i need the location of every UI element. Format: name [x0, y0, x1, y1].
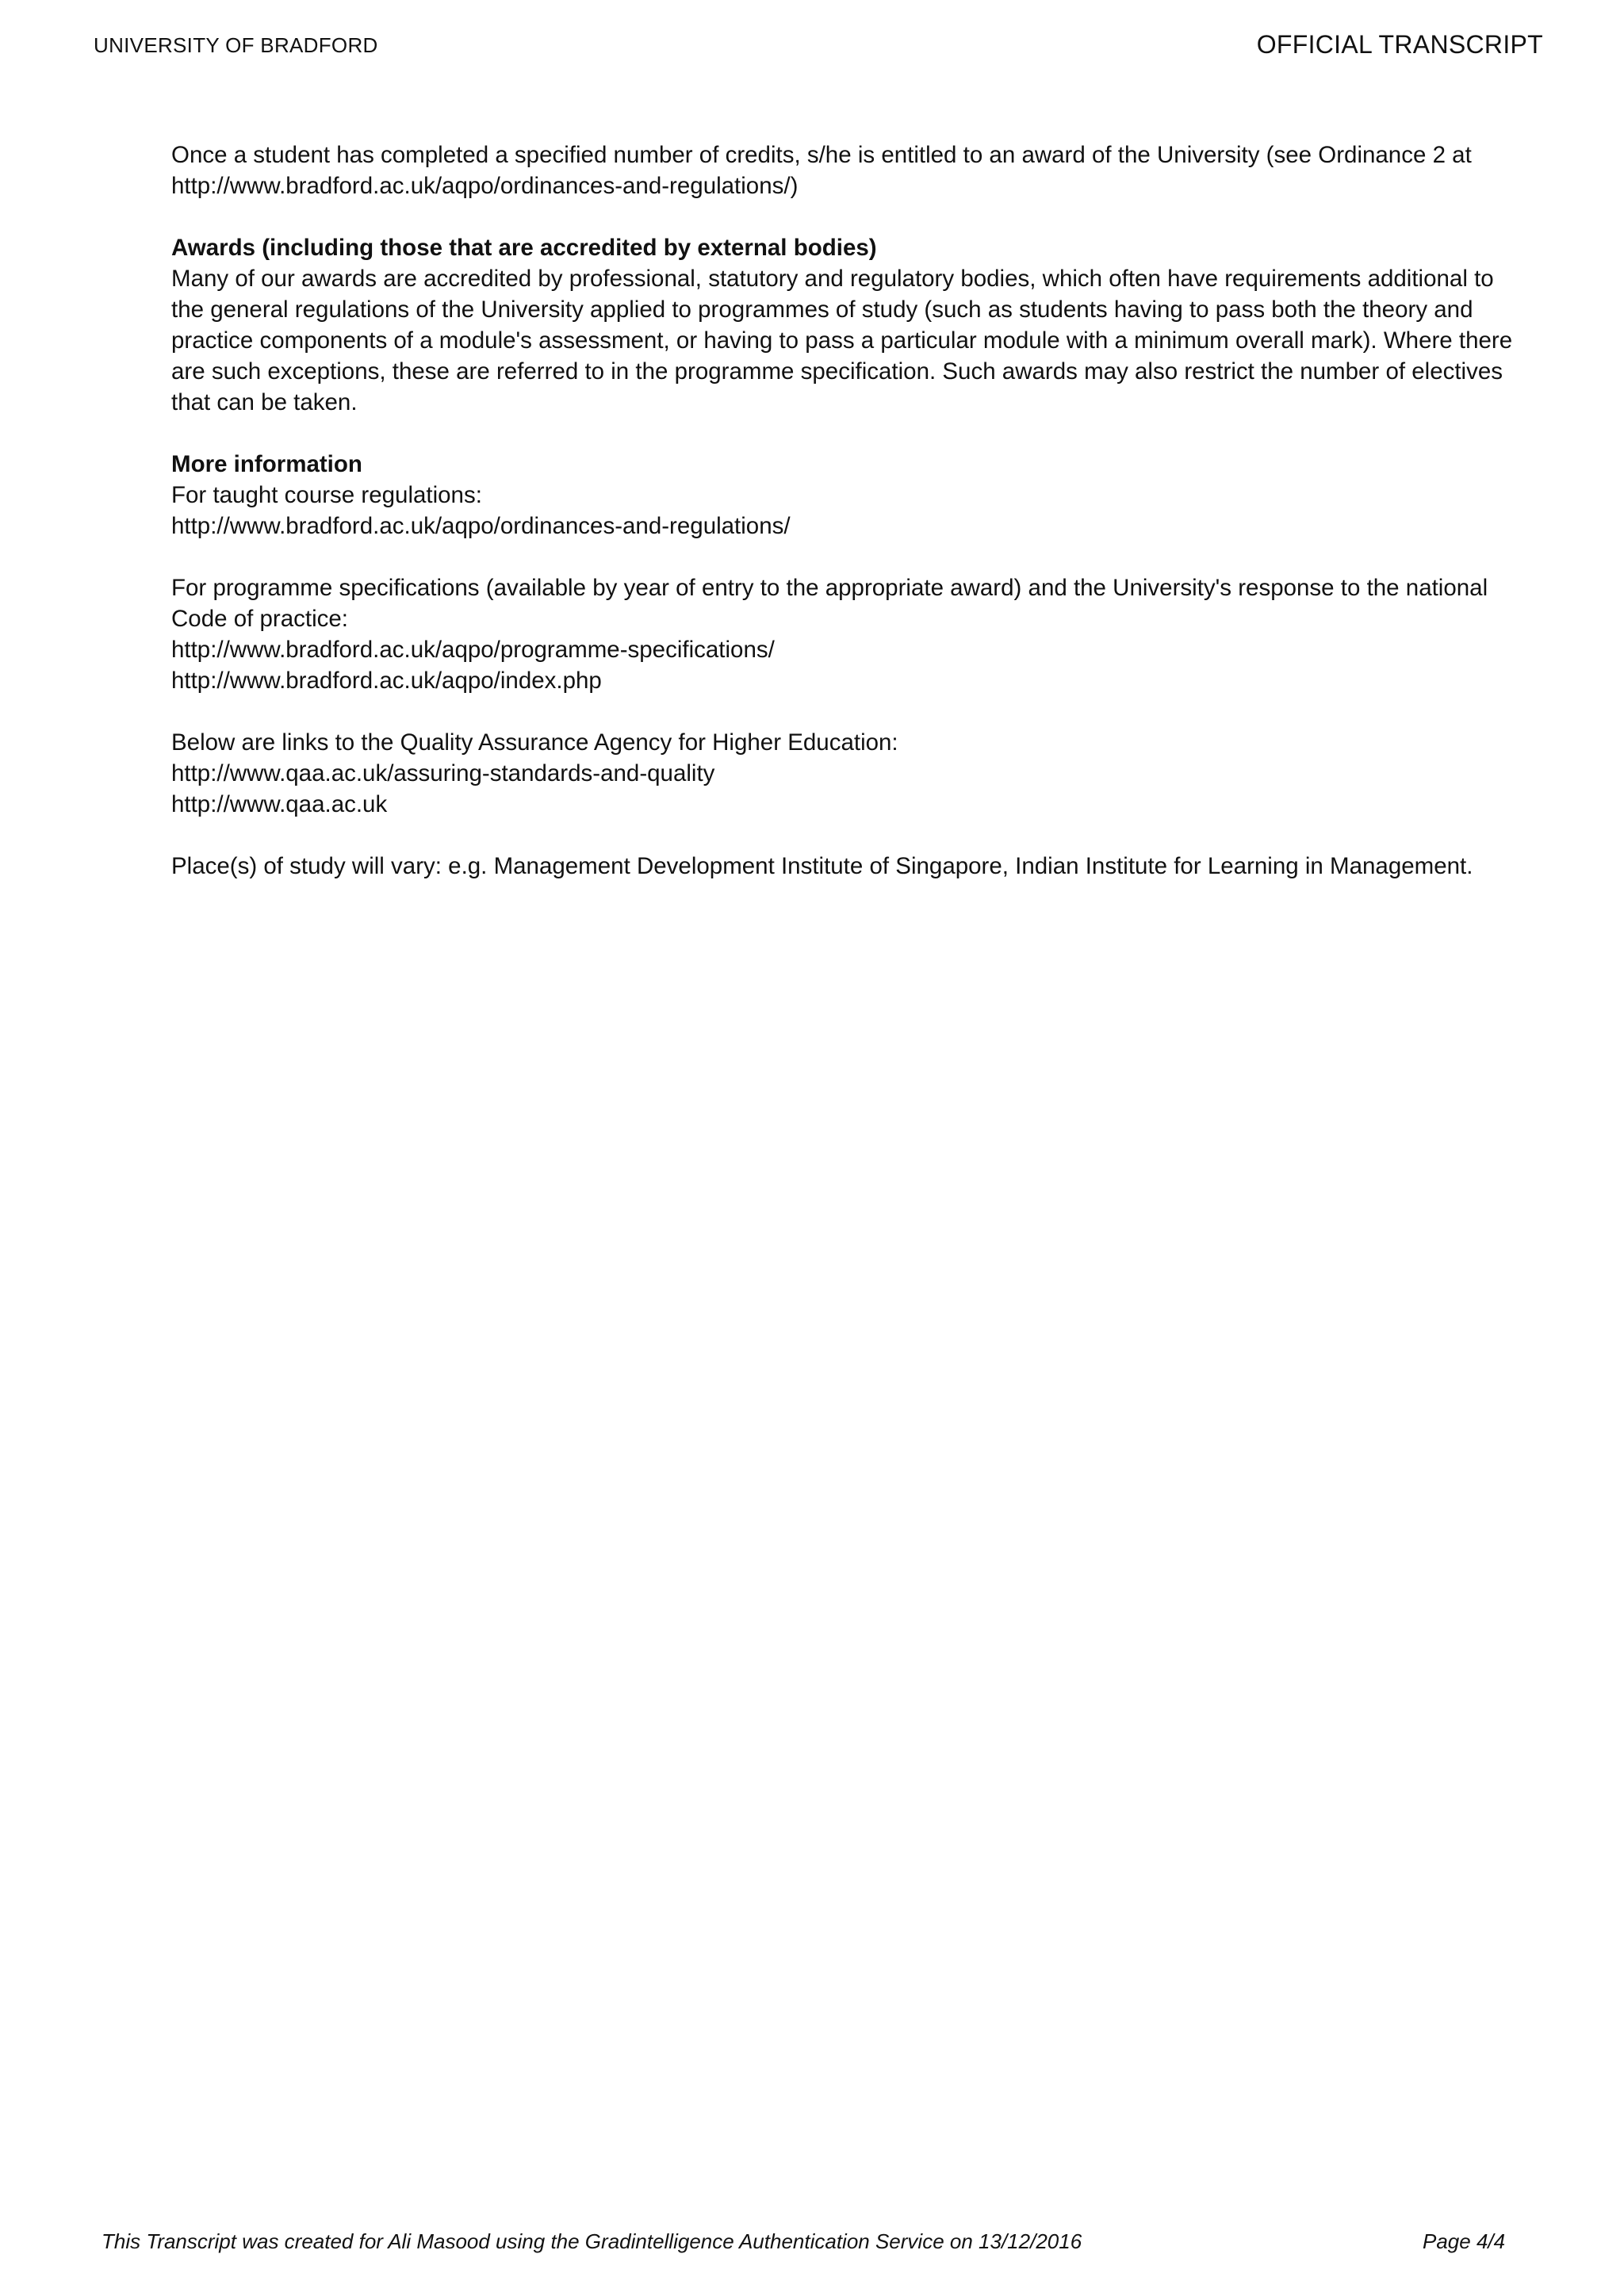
more-info-heading: More information: [171, 451, 362, 477]
programme-specs-text: For programme specifications (available by year of entry to the appropriate award) and the University's response to the national Code of practice:: [171, 575, 1488, 632]
transcript-body: [171, 140, 1519, 913]
qaa-text: Below are links to the Quality Assurance Agency for Higher Education:: [171, 729, 898, 756]
more-info-section: [171, 449, 1519, 541]
intro-section: [171, 140, 1519, 201]
places-section: [171, 851, 1519, 882]
awards-heading: Awards (including those that are accredited by external bodies): [171, 235, 877, 261]
intro-text: Once a student has completed a specified number of credits, s/he is entitled to an award of the University (see Ordinance 2 at http://www.bradford.ac.uk/aqpo/ordinances-and-regulations/): [171, 142, 1472, 199]
qaa-section: [171, 727, 1519, 820]
programme-specs-link[interactable]: http://www.bradford.ac.uk/aqpo/programme-specifications/: [171, 637, 775, 663]
taught-regulations-link[interactable]: http://www.bradford.ac.uk/aqpo/ordinances-and-regulations/: [171, 513, 791, 539]
header-document-type: OFFICIAL TRANSCRIPT: [1256, 30, 1543, 59]
qaa-home-link[interactable]: http://www.qaa.ac.uk: [171, 791, 388, 817]
taught-regulations-label: For taught course regulations:: [171, 482, 482, 508]
aqpo-index-link[interactable]: http://www.bradford.ac.uk/aqpo/index.php: [171, 668, 602, 694]
places-text: Place(s) of study will vary: e.g. Management Development Institute of Singapore, Indian Institute for Learning in Management.: [171, 853, 1473, 879]
programme-specs-section: [171, 572, 1519, 696]
header-institution: UNIVERSITY OF BRADFORD: [94, 33, 378, 57]
page-number: Page 4/4: [1423, 2229, 1506, 2253]
footer-note: This Transcript was created for Ali Masood using the Gradintelligence Authentication Service on 13/12/2016: [102, 2229, 1082, 2253]
awards-section: [171, 232, 1519, 418]
awards-text: Many of our awards are accredited by professional, statutory and regulatory bodies, which often have requirements additional to the general regulations of the University applied to programmes of study (such as students having to pass both the theory and practice components of a module's assessment, or having to pass a particular module with a minimum overall mark). Where there are such exceptions, these are referred to in the programme specification. Such awards may also restrict the number of electives that can be taken.: [171, 266, 1513, 415]
qaa-standards-link[interactable]: http://www.qaa.ac.uk/assuring-standards-and-quality: [171, 760, 715, 786]
